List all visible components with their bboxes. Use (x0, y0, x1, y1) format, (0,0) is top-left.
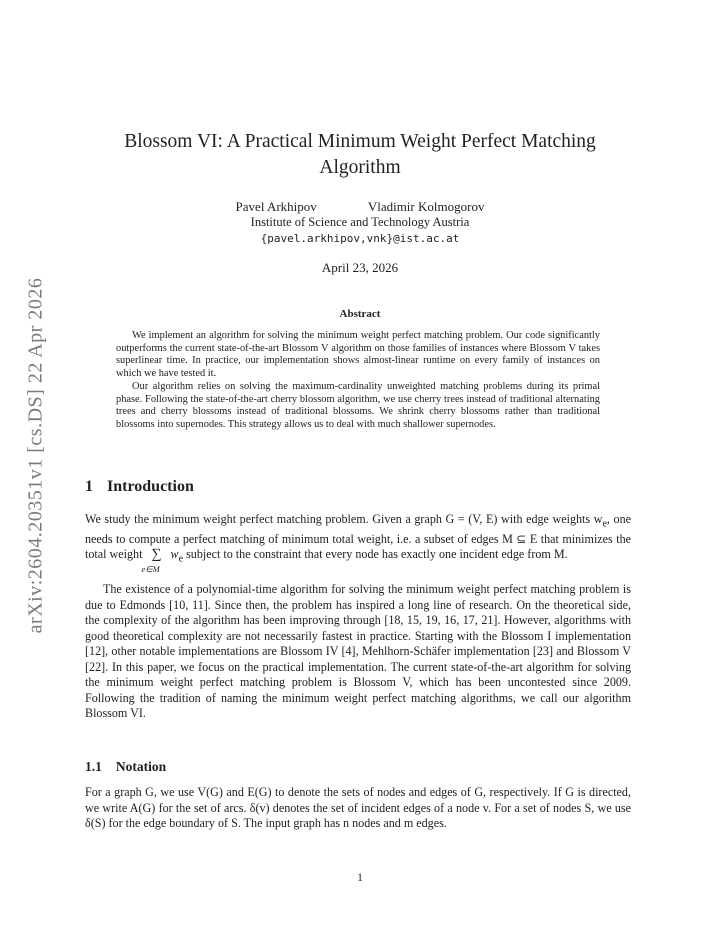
section-heading (85, 478, 194, 496)
affiliation: Institute of Science and Technology Austria (250, 215, 470, 229)
paper-date: April 23, 2026 (321, 260, 399, 275)
author-list (90, 199, 630, 215)
subsection-number: 1.1 (85, 759, 102, 774)
author-email: {pavel.arkhipov,vnk}@ist.ac.at (260, 232, 460, 245)
paragraph-text: The existence of a polynomial-time algorithm for solving the minimum weight perfect matching problem is due to Edmonds [10, 11]. Since then, the problem has inspired a long line of research. On the theoretical side, the complexity of the algorithm has been improving through [18, 15, 19, 16, 17, 21]. However, algorithms with good theoretical complexity are not necessarily fastest in practice. Starting with the Blossom I implementation [12], other notable implementations are Blossom IV [4], Mehlhorn-Schäfer implementation [23] and Blossom V [22]. In this paper, we focus on the practical implementation. The current state-of-the-art algorithm for solving the minimum weight perfect matching problem is Blossom V, which has been uncontested since 2009. Following the tradition of naming the minimum weight perfect matching algorithms, we call our algorithm Blossom VI. (85, 582, 631, 720)
abstract-paragraph: We implement an algorithm for solving the minimum weight perfect matching problem. Our code significantly outperforms the current state-of-the-art Blossom V algorithm on those families of instances where Blossom V takes superlinear time. In practice, our implementation shows almost-linear runtime on every family of instances on which we have tested it. (116, 330, 600, 380)
subscript: e (178, 553, 184, 565)
text-run: , one needs to compute a perfect matching of minimum total weight, i.e. a subset of edges M ⊆ E that minimizes the total weight (85, 512, 631, 562)
sum-term: w (170, 547, 179, 562)
abstract-heading: Abstract (339, 308, 381, 320)
summation (141, 547, 167, 575)
author-name: Vladimir Kolmogorov (367, 199, 485, 214)
paragraph-text: For a graph G, we use V(G) and E(G) to denote the sets of nodes and edges of G, respectively. If G is directed, we write A(G) for the set of arcs. δ(v) denotes the set of incident edges of a node v. For a set of nodes S, we use δ(S) for the edge boundary of S. The input graph has n nodes and m edges. (85, 785, 631, 830)
arxiv-identifier (22, 260, 50, 650)
notation-paragraph (85, 785, 631, 832)
paper-title: Blossom VI: A Practical Minimum Weight Perfect Matching Algorithm (124, 131, 596, 178)
subsection-title: Notation (115, 759, 167, 774)
sum-index: e∈M (141, 564, 160, 575)
sum-symbol: ∑ (151, 547, 162, 563)
text-run: We study the minimum weight perfect matching problem. Given a graph G = (V, E) with edge weights w (85, 512, 603, 526)
abstract-paragraph: Our algorithm relies on solving the maximum-cardinality unweighted matching problems during its primal phase. Following the state-of-the-art cherry blossom algorithm, we use cherry trees instead of traditional alternating trees and cherry blossoms instead of traditional blossoms. We shrink cherry blossoms rather than traditional blossoms into supernodes. This strategy allows us to deal with much shallower supernodes. (116, 380, 600, 430)
text-run: subject to the constraint that every node has exactly one incident edge from M. (186, 547, 568, 562)
subsection-heading (85, 759, 166, 775)
section-number: 1 (85, 478, 93, 495)
section-title: Introduction (107, 478, 194, 495)
abstract-body (116, 330, 600, 432)
intro-paragraph (85, 512, 631, 575)
intro-paragraph (85, 582, 631, 722)
arxiv-identifier-text: arXiv:2604.20351v1 [cs.DS] 22 Apr 2026 (24, 277, 47, 633)
subscript: e (602, 518, 607, 530)
page-number: 1 (357, 872, 363, 884)
author-name: Pavel Arkhipov (235, 199, 317, 214)
